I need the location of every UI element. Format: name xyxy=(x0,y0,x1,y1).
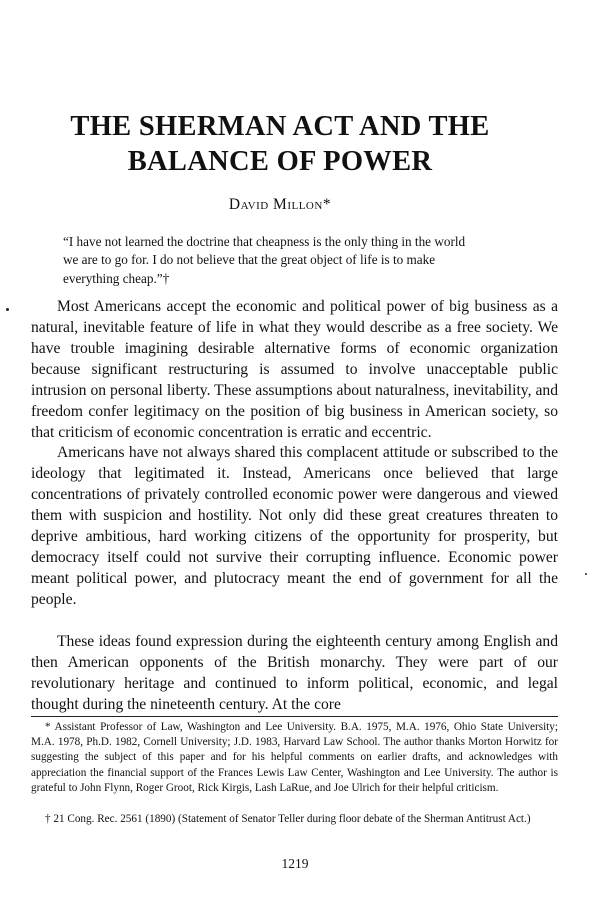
scan-speck xyxy=(585,573,587,575)
title-line-2: BALANCE OF POWER xyxy=(127,146,433,177)
title-line-1: THE SHERMAN ACT AND THE xyxy=(70,111,490,142)
epigraph-quote: “I have not learned the doctrine that cheapness is the only thing in the world we are to go for. I do not believe that the great object of life is to make everything cheap.”† xyxy=(63,234,466,286)
footnote-divider xyxy=(31,716,558,717)
body-paragraph-1: Most Americans accept the economic and political power of big business as a natural, inevitable feature of life in what they would describe as a free society. We have trouble imagining desirable alternative forms of economic organization because significant restructuring is assumed to involve unacceptable public intrusion on personal liberty. These assumptions about naturalness, inevitability, and freedom confer legitimacy on the position of big business in American society, so that criticism of economic concentration is erratic and eccentric. xyxy=(31,298,558,441)
author-byline: David Millon* xyxy=(228,196,332,213)
footnote-epigraph-source: † 21 Cong. Rec. 2561 (1890) (Statement of Senator Teller during floor debate of the Sherman Antitrust Act.) xyxy=(45,813,531,825)
page-number: 1219 xyxy=(281,856,309,871)
body-paragraph-2: Americans have not always shared this complacent attitude or subscribed to the ideology that legitimated it. Instead, Americans once believed that large concentrations of privately controlled economic power were dangerous and viewed them with suspicion and hostility. Not only did these great creatures threaten to deprive ambitious, hard working citizens of the opportunity for prosperity, but democracy itself could not survive their corrupting influence. Economic power meant political power, and plutocracy meant the end of government for all the people. xyxy=(31,444,558,608)
footnote-author: * Assistant Professor of Law, Washington and Lee University. B.A. 1975, M.A. 1976, Ohio State University; M.A. 1978, Ph.D. 1982, Cornell University; J.D. 1983, Harvard Law School. The author thanks Morton Horwitz for suggesting the subject of this paper and for his helpful comments on earlier drafts, and acknowledges with appreciation the financial support of the Frances Lewis Law Center, Washington and Lee University. The author is grateful to John Flynn, Roger Groot, Rick Kirgis, Lash LaRue, and Joe Ulrich for their helpful criticism. xyxy=(31,721,558,794)
body-paragraph-3: These ideas found expression during the eighteenth century among English and then American opponents of the British monarchy. They were part of our revolutionary heritage and continued to inform political, economic, and legal thought during the nineteenth century. At the core xyxy=(31,633,558,713)
scan-speck xyxy=(6,308,9,311)
